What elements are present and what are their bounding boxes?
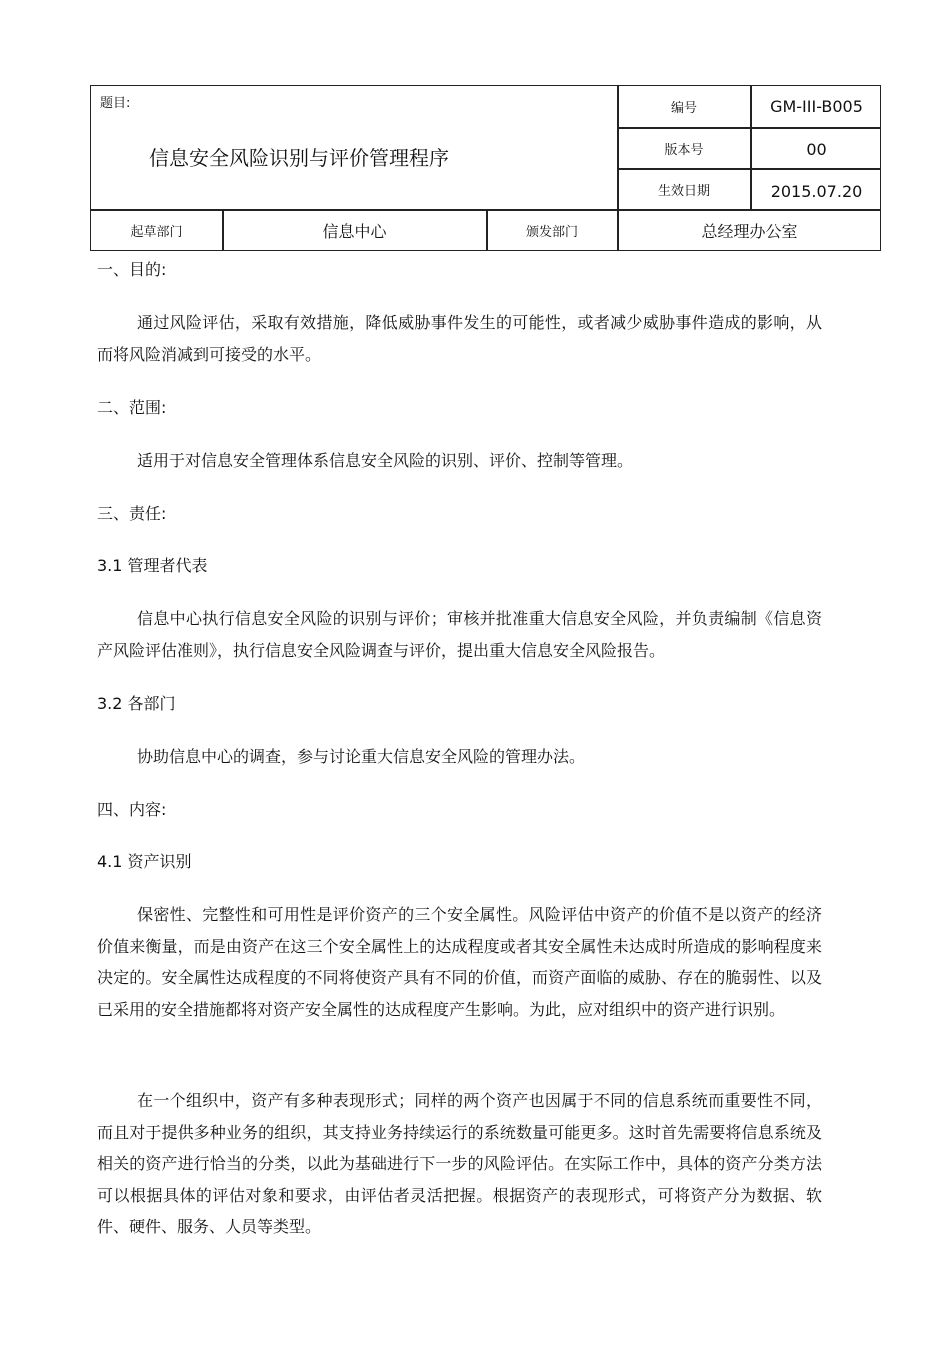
date-label: 生效日期: [657, 183, 710, 199]
subsection-heading-3-1: 3.1 管理者代表: [97, 556, 208, 575]
subsection-heading-4-1: 4.1 资产识别: [97, 852, 192, 871]
code-value: GM-III-B005: [770, 97, 863, 116]
issue-dept-value: 总经理办公室: [701, 222, 798, 241]
subsection-heading-3-2: 3.2 各部门: [97, 694, 176, 713]
document-title: 信息安全风险识别与评价管理程序: [149, 145, 449, 170]
paragraph-purpose: 通过风险评估，采取有效措施，降低威胁事件发生的可能性，或者减少威胁事件造成的影响，从而将风险消减到可接受的水平。: [97, 313, 822, 364]
date-value: 2015.07.20: [770, 181, 863, 201]
draft-dept-label: 起草部门: [130, 224, 183, 240]
section-heading-purpose: 一、目的:: [97, 260, 167, 279]
section-heading-responsibility: 三、责任:: [97, 504, 167, 523]
draft-dept-value: 信息中心: [322, 222, 387, 241]
paragraph-4-1-1: 保密性、完整性和可用性是评价资产的三个安全属性。风险评估中资产的价值不是以资产的经济价值来衡量，而是由资产在这三个安全属性上的达成程度或者其安全属性未达成时所造成的影响程度来决定的。安全属性达成程度的不同将使资产具有不同的价值，而资产面临的威胁、存在的脆弱性、以及已采用的安全措施都将对资产安全属性的达成程度产生影响。为此，应对组织中的资产进行识别。: [97, 905, 822, 1019]
section-heading-content: 四、内容:: [97, 800, 167, 819]
paragraph-4-1-2: 在一个组织中，资产有多种表现形式；同样的两个资产也因属于不同的信息系统而重要性不同，而且对于提供多种业务的组织，其支持业务持续运行的系统数量可能更多。这时首先需要将信息系统及相关的资产进行恰当的分类，以此为基础进行下一步的风险评估。在实际工作中，具体的资产分类方法可以根据具体的评估对象和要求，由评估者灵活把握。根据资产的表现形式，可将资产分为数据、软件、硬件、服务、人员等类型。: [97, 1091, 822, 1236]
paragraph-3-2: 协助信息中心的调查，参与讨论重大信息安全风险的管理办法。: [137, 747, 586, 766]
version-value: 00: [806, 139, 827, 159]
paragraph-scope: 适用于对信息安全管理体系信息安全风险的识别、评价、控制等管理。: [137, 451, 634, 470]
document-header-table: [90, 85, 881, 251]
title-label: 题目:: [100, 96, 131, 111]
issue-dept-label: 颁发部门: [525, 224, 578, 240]
section-heading-scope: 二、范围:: [97, 398, 167, 417]
code-label: 编号: [670, 101, 697, 116]
paragraph-3-1: 信息中心执行信息安全风险的识别与评价；审核并批准重大信息安全风险，并负责编制《信息资产风险评估准则》，执行信息安全风险调查与评价，提出重大信息安全风险报告。: [97, 609, 822, 660]
version-label: 版本号: [664, 142, 704, 158]
